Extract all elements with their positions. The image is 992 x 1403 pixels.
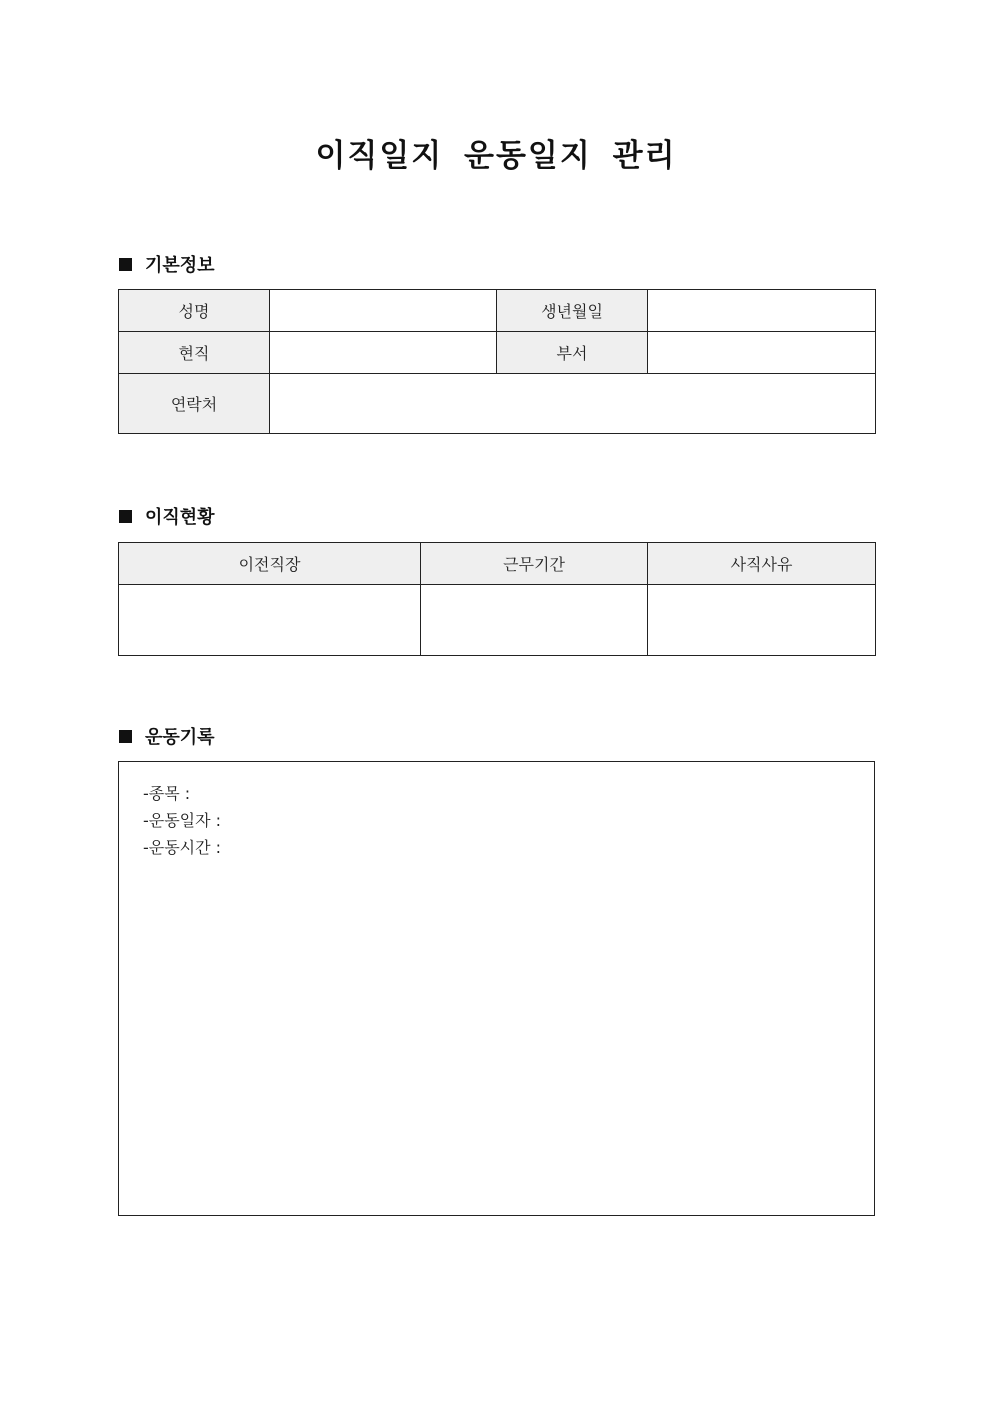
column-header-resignation-reason: 사직사유: [648, 543, 876, 585]
current-job-field[interactable]: [270, 332, 497, 374]
table-row: [119, 332, 876, 374]
exercise-record-box[interactable]: [118, 761, 875, 1216]
page-title: 이직일지 운동일지 관리: [315, 138, 677, 174]
resignation-reason-cell[interactable]: [648, 585, 876, 656]
table-header-row: [119, 543, 876, 585]
section-heading-label: 기본정보: [145, 255, 215, 276]
exercise-date-line: -운동일자 :: [143, 811, 222, 830]
name-field[interactable]: [270, 290, 497, 332]
square-bullet-icon: [119, 730, 132, 743]
square-bullet-icon: [119, 510, 132, 523]
section-heading-basic-info: [119, 251, 215, 277]
department-field[interactable]: [648, 332, 876, 374]
column-header-previous-workplace: 이전직장: [119, 543, 421, 585]
section-heading-label: 이직현황: [145, 507, 215, 528]
section-heading-exercise-record: [119, 723, 215, 749]
table-row: [119, 374, 876, 434]
current-job-label: 현직: [119, 332, 270, 374]
section-heading-label: 운동기록: [145, 727, 215, 748]
birthdate-field[interactable]: [648, 290, 876, 332]
contact-field[interactable]: [270, 374, 876, 434]
exercise-type-line: -종목 :: [143, 784, 191, 803]
work-period-cell[interactable]: [421, 585, 648, 656]
square-bullet-icon: [119, 258, 132, 271]
contact-label: 연락처: [119, 374, 270, 434]
table-row: [119, 290, 876, 332]
basic-info-table: [118, 289, 876, 434]
previous-workplace-cell[interactable]: [119, 585, 421, 656]
table-row: [119, 585, 876, 656]
department-label: 부서: [497, 332, 648, 374]
exercise-duration-line: -운동시간 :: [143, 838, 222, 857]
job-change-table: [118, 542, 876, 656]
column-header-work-period: 근무기간: [421, 543, 648, 585]
name-label: 성명: [119, 290, 270, 332]
section-heading-job-change: [119, 503, 215, 529]
birthdate-label: 생년월일: [497, 290, 648, 332]
exercise-record-lines: [143, 780, 221, 861]
